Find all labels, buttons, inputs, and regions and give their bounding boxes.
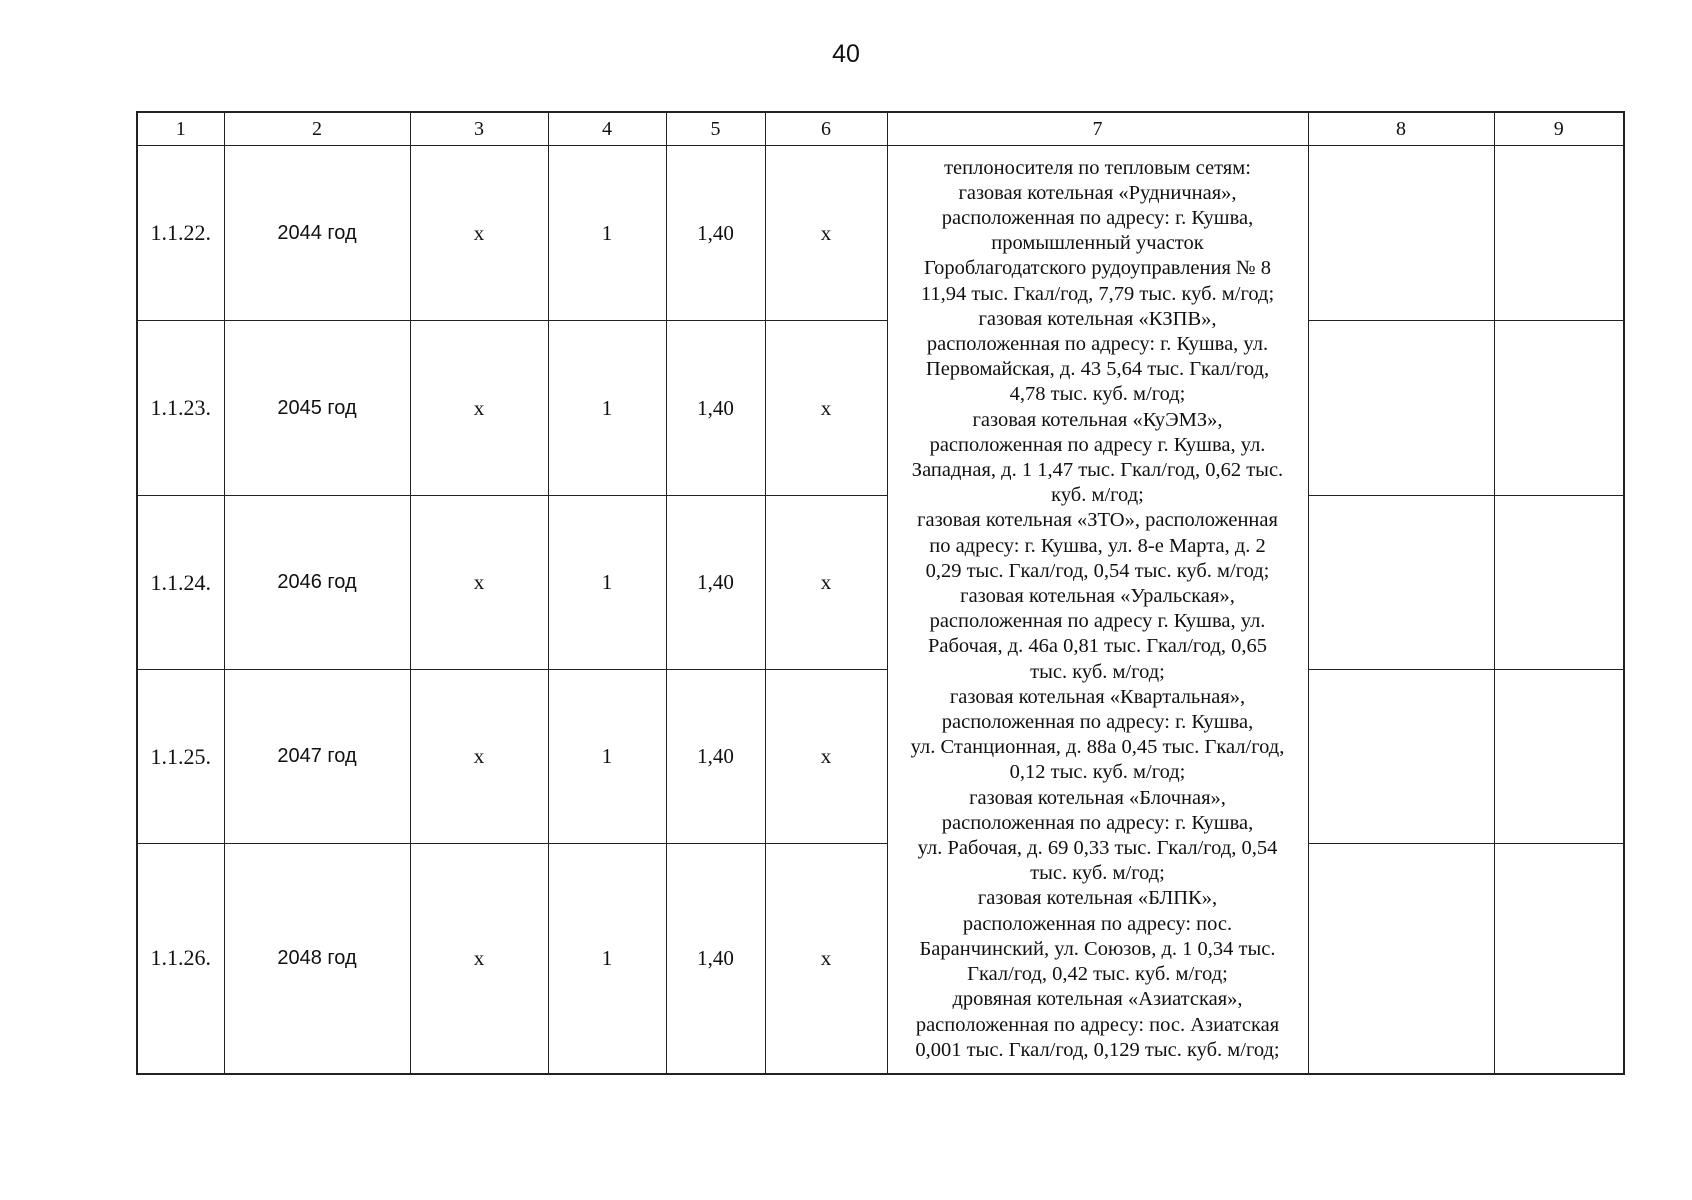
description-line: газовая котельная «Блочная», (969, 786, 1226, 809)
column-header: 6 (765, 112, 887, 146)
description-line: газовая котельная «КЗПВ», (978, 307, 1217, 330)
table-cell: х (410, 844, 548, 1074)
boiler-description-cell (887, 146, 1308, 1074)
description-line: 0,12 тыс. куб. м/год; (1009, 761, 1186, 784)
year-cell: 2044 год (224, 146, 410, 321)
table-cell: 1,40 (666, 844, 765, 1074)
description-line: газовая котельная «ЗТО», расположенная (917, 509, 1278, 532)
description-line: 0,001 тыс. Гкал/год, 0,129 тыс. куб. м/год; (915, 1038, 1280, 1061)
table-row (137, 321, 1624, 496)
description-line: расположенная по адресу: г. Кушва, (941, 207, 1254, 229)
description-line: расположенная по адресу: г. Кушва, (941, 811, 1254, 834)
row-number: 1.1.25. (137, 670, 224, 844)
row-number: 1.1.22. (137, 146, 224, 321)
description-line: газовая котельная «Квартальная», (949, 685, 1246, 708)
table-cell: 1,40 (666, 496, 765, 670)
description-line: промышленный участок (991, 232, 1204, 255)
description-line: тыс. куб. м/год; (1030, 660, 1165, 683)
table-cell (1308, 496, 1494, 670)
description-line: 0,29 тыс. Гкал/год, 0,54 тыс. куб. м/год; (925, 559, 1270, 582)
table-cell: х (765, 670, 887, 844)
description-line: 11,94 тыс. Гкал/год, 7,79 тыс. куб. м/год; (920, 282, 1275, 305)
table-cell (1494, 146, 1624, 321)
column-header: 3 (410, 112, 548, 146)
row-number: 1.1.24. (137, 496, 224, 670)
column-header: 1 (137, 112, 224, 146)
description-line: газовая котельная «Уральская», (960, 585, 1235, 608)
column-header: 5 (666, 112, 765, 146)
year-cell: 2045 год (224, 321, 410, 496)
description-line: Первомайская, д. 43 5,64 тыс. Гкал/год, (925, 358, 1270, 381)
table-cell (1308, 146, 1494, 321)
description-line: 4,78 тыс. куб. м/год; (1009, 383, 1186, 406)
header-row (137, 112, 1624, 146)
description-line: газовая котельная «КуЭМЗ», (972, 408, 1223, 431)
column-header: 2 (224, 112, 410, 146)
description-line: по адресу: г. Кушва, ул. 8-е Марта, д. 2 (929, 534, 1266, 557)
table-cell: х (410, 321, 548, 496)
page-number: 40 (832, 40, 860, 68)
year-cell: 2046 год (224, 496, 410, 670)
description-line: газовая котельная «БЛПК», (977, 887, 1218, 910)
table-cell: 1,40 (666, 670, 765, 844)
description-line: Гороблагодатского рудоуправления № 8 (924, 257, 1271, 280)
table-cell: 1 (548, 670, 666, 844)
table-cell (1308, 670, 1494, 844)
table-cell: 1 (548, 146, 666, 321)
table-cell: 1,40 (666, 321, 765, 496)
column-header: 4 (548, 112, 666, 146)
description-line: тыс. куб. м/год; (1030, 862, 1165, 885)
description-line: Рабочая, д. 46а 0,81 тыс. Гкал/год, 0,65 (927, 635, 1268, 658)
table-cell (1308, 321, 1494, 496)
description-line: расположенная по адресу: пос. Азиатская (915, 1013, 1280, 1036)
description-line: теплоносителя по тепловым сетям: (944, 156, 1251, 179)
description-line: расположенная по адресу г. Кушва, ул. (929, 433, 1266, 456)
table-cell: 1 (548, 321, 666, 496)
column-header: 8 (1308, 112, 1494, 146)
table-row (137, 670, 1624, 844)
table-cell: х (765, 321, 887, 496)
table-cell: 1 (548, 844, 666, 1074)
table-cell: 1,40 (666, 146, 765, 321)
table-cell: 1 (548, 496, 666, 670)
data-table (136, 111, 1625, 1075)
description-line: расположенная по адресу: г. Кушва, ул. (926, 333, 1269, 356)
table-cell (1494, 496, 1624, 670)
description-line: расположенная по адресу: г. Кушва, (941, 711, 1254, 734)
description-line: расположенная по адресу г. Кушва, ул. (929, 610, 1266, 633)
table-row (137, 496, 1624, 670)
column-header: 7 (887, 112, 1308, 146)
description-line: дровяная котельная «Азиатская», (952, 988, 1243, 1011)
table-cell: х (410, 670, 548, 844)
table-cell (1494, 321, 1624, 496)
year-cell: 2048 год (224, 844, 410, 1074)
table-cell: х (410, 496, 548, 670)
table-cell: х (765, 844, 887, 1074)
description-line: куб. м/год; (1051, 484, 1144, 507)
table-row (137, 146, 1624, 321)
row-number: 1.1.26. (137, 844, 224, 1074)
table-cell (1494, 844, 1624, 1074)
column-header: 9 (1494, 112, 1624, 146)
description-line: ул. Станционная, д. 88а 0,45 тыс. Гкал/год, (910, 736, 1285, 759)
row-number: 1.1.23. (137, 321, 224, 496)
year-cell: 2047 год (224, 670, 410, 844)
table-row (137, 844, 1624, 1074)
table-cell: х (765, 146, 887, 321)
table-cell: х (765, 496, 887, 670)
description-line: ул. Рабочая, д. 69 0,33 тыс. Гкал/год, 0,54 (917, 837, 1278, 860)
description-line: Баранчинский, ул. Союзов, д. 1 0,34 тыс. (919, 937, 1276, 960)
table-cell: х (410, 146, 548, 321)
table-cell (1308, 844, 1494, 1074)
description-line: Западная, д. 1 1,47 тыс. Гкал/год, 0,62 тыс. (911, 459, 1284, 482)
description-line: Гкал/год, 0,42 тыс. куб. м/год; (967, 963, 1228, 986)
description-line: газовая котельная «Рудничная», (958, 181, 1237, 204)
table-cell (1494, 670, 1624, 844)
description-line: расположенная по адресу: пос. (962, 912, 1233, 935)
